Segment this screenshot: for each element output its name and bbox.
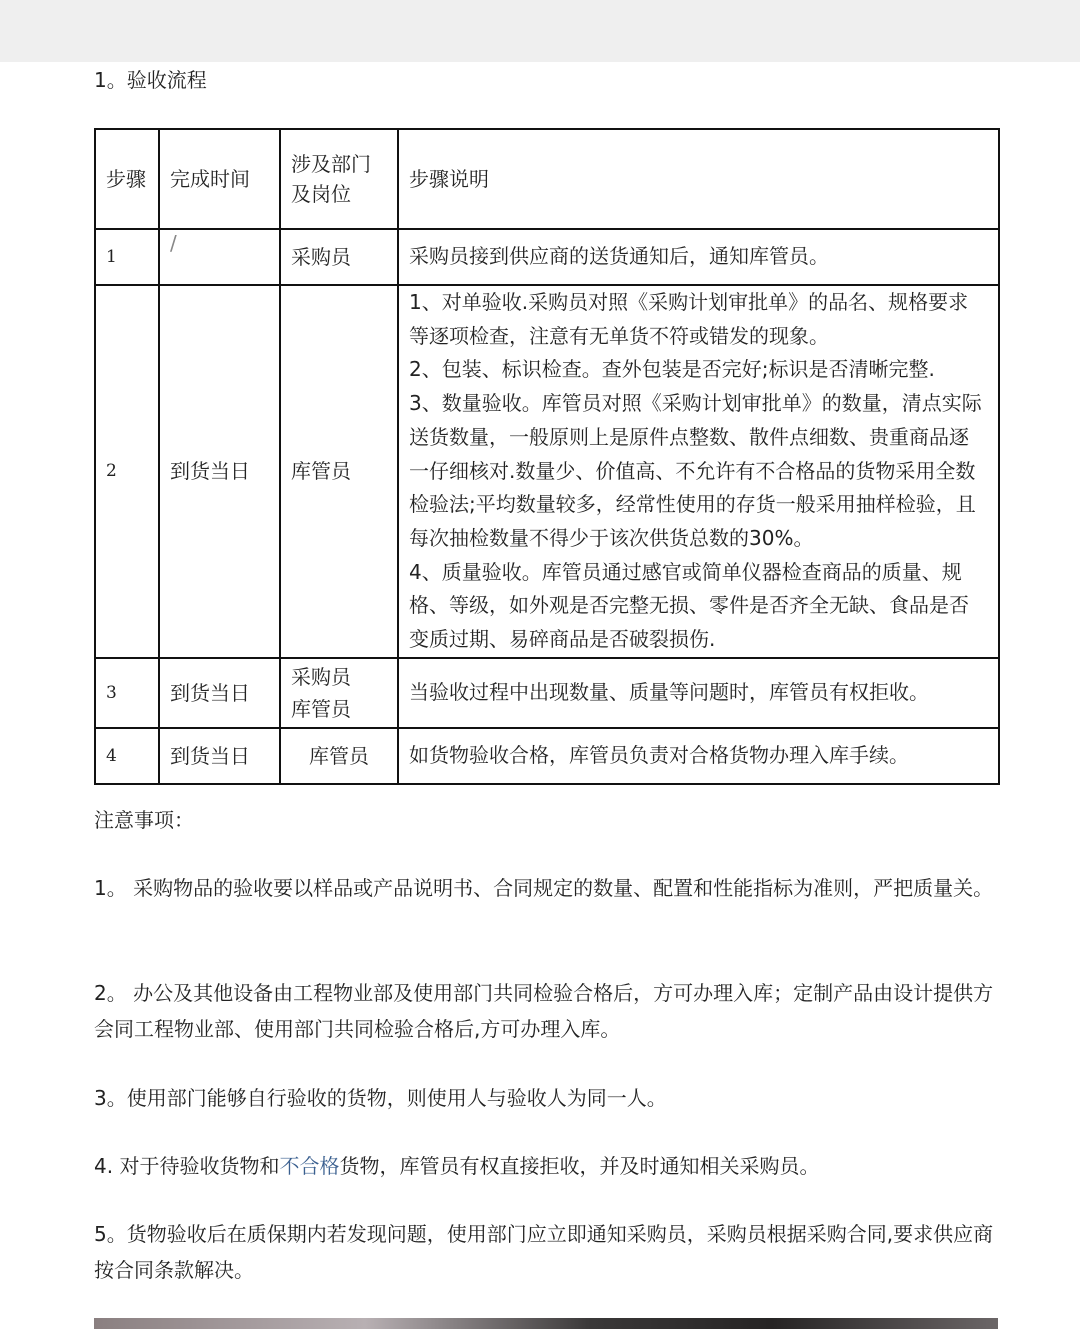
table-row: [95, 229, 999, 285]
step-number: 3: [95, 658, 159, 728]
complete-time: /: [159, 229, 280, 285]
section-title: 1。验收流程: [94, 68, 207, 92]
department: 采购员库管员: [280, 658, 398, 728]
step-description: 当验收过程中出现数量、质量等问题时，库管员有权拒收。: [398, 658, 999, 728]
complete-time: 到货当日: [159, 285, 280, 658]
acceptance-process-table: [94, 128, 1000, 785]
step-description: 如货物验收合格，库管员负责对合格货物办理入库手续。: [398, 728, 999, 784]
header-time: 完成时间: [159, 129, 280, 229]
desc-item: 1、对单验收.采购员对照《采购计划审批单》的品名、规格要求等逐项检查，注意有无单货不符或错发的现象。: [409, 290, 969, 348]
header-desc: 步骤说明: [398, 129, 999, 229]
desc-item: 2、包装、标识检查。查外包装是否完好;标识是否清晰完整.: [409, 357, 935, 382]
header-step: 步骤: [95, 129, 159, 229]
step-number: 1: [95, 229, 159, 285]
table-header-row: [95, 129, 999, 229]
step-description: [398, 285, 999, 658]
notes-title: 注意事项：: [94, 808, 194, 832]
note-item: 5。货物验收后在质保期内若发现问题，使用部门应立即通知采购员，采购员根据采购合同,要求供应商按合同条款解决。: [94, 1222, 994, 1282]
department: 采购员: [280, 229, 398, 285]
department: 库管员: [280, 728, 398, 784]
step-number: 2: [95, 285, 159, 658]
unqualified-link[interactable]: 不合格: [279, 1154, 340, 1178]
header-dept: 涉及部门及岗位: [280, 129, 398, 229]
note-item: 4. 对于待验收货物和不合格货物，库管员有权直接拒收，并及时通知相关采购员。: [94, 1154, 820, 1178]
step-description: 采购员接到供应商的送货通知后，通知库管员。: [398, 229, 999, 285]
step-number: 4: [95, 728, 159, 784]
table-row: [95, 285, 999, 658]
department: 库管员: [280, 285, 398, 658]
desc-item: 3、数量验收。库管员对照《采购计划审批单》的数量，清点实际送货数量，一般原则上是原件点整数、散件点细数、贵重商品逐一仔细核对.数量少、价值高、不允许有不合格品的货物采用全数检验法;平均数量较多，经常性使用的存货一般采用抽样检验，且每次抽检数量不得少于该次供货总数的30%。: [409, 391, 982, 550]
note-item: 3。使用部门能够自行验收的货物，则使用人与验收人为同一人。: [94, 1086, 667, 1110]
complete-time: 到货当日: [159, 728, 280, 784]
note-item: 1。 采购物品的验收要以样品或产品说明书、合同规定的数量、配置和性能指标为准则，严把质量关。: [94, 876, 994, 900]
note-item: 2。 办公及其他设备由工程物业部及使用部门共同检验合格后，方可办理入库；定制产品由设计提供方会同工程物业部、使用部门共同检验合格后,方可办理入库。: [94, 981, 994, 1041]
bottom-image: [94, 1318, 998, 1329]
complete-time: 到货当日: [159, 658, 280, 728]
desc-item: 4、质量验收。库管员通过感官或简单仪器检查商品的质量、规格、等级，如外观是否完整无损、零件是否齐全无缺、食品是否变质过期、易碎商品是否破裂损伤.: [409, 559, 969, 652]
table-row: [95, 728, 999, 784]
table-row: [95, 658, 999, 728]
top-bar: [0, 0, 1080, 62]
